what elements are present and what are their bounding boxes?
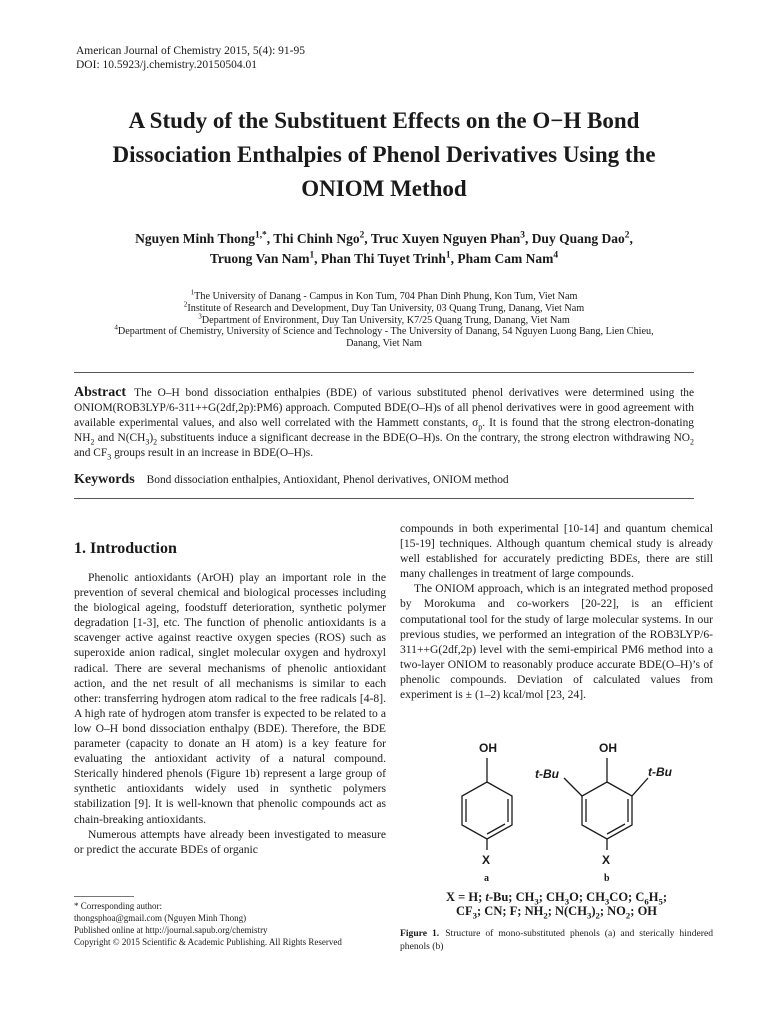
affiliation-4: $^4$Department of Chemistry, University of Science and Technology - The University of Danang, 54 Nguyen Luong Bang, Lien Chieu, xyxy=(114,324,654,338)
author-affil-sup: 1 xyxy=(309,250,315,261)
footnotes xyxy=(74,900,394,948)
author-sep: , xyxy=(524,231,532,246)
author-affil-sup: 2 xyxy=(624,230,630,241)
author-line-1 xyxy=(60,229,708,249)
author-name: Pham Cam Nam xyxy=(457,251,554,266)
figure-caption-text: Structure of mono-substituted phenols (a) and sterically hindered phenols (b) xyxy=(400,928,713,952)
structure-a-ring xyxy=(462,758,512,850)
author-name: Duy Quang Dao xyxy=(531,231,625,246)
paragraph: Phenolic antioxidants (ArOH) play an important role in the prevention of several chemical and biological processes including the biological ageing, foodstuff deterioration, synthetic polymer degradation [1-3], etc. The function of phenolic antioxidants is a scavenger active against reactive oxygen species (ROS) such as superoxide anion radical, singlet molecular oxygen and hydroxyl radical. There are several mechanisms of phenolic antioxidant action, and the net result of all mechanisms is similar to each other: transferring hydrogen atom radical to the free radicals [4-8]. A high rate of hydrogen atom transfer is expected to be related to a low O–H bond dissociation enthalpy (BDE). Therefore, the BDE parameter (capacity to donate an H atom) is a key feature for evaluating the antioxidant activity of a natural compound. Sterically hindered phenols (Figure 1b) represent a large group of synthetic antioxidants widely used in synthetic polymers stabilization [9]. It is well-known that phenolic compounds act as chain-breaking antioxidants. xyxy=(74,571,386,826)
author-affil-sup: 1 xyxy=(445,250,451,261)
author-name: Thi Chinh Ngo xyxy=(273,231,360,246)
affiliation-1: $^1$The University of Danang - Campus in Kon Tum, 704 Phan Dinh Phung, Kon Tum, Viet Nam xyxy=(190,288,578,302)
author-name: Truong Van Nam xyxy=(209,251,310,266)
copyright: Copyright © 2015 Scientific & Academic Publishing. All Rights Reserved xyxy=(74,937,342,947)
author-sep: , xyxy=(266,231,274,246)
section-heading-introduction: 1. Introduction xyxy=(74,540,177,557)
doi-line: DOI: 10.5923/j.chemistry.20150504.01 xyxy=(76,59,258,71)
figure-1-caption xyxy=(400,928,713,953)
author-list xyxy=(60,229,708,269)
keywords-text: Bond dissociation enthalpies, Antioxidant, Phenol derivatives, ONIOM method xyxy=(146,474,509,486)
abstract-top-rule xyxy=(74,372,694,373)
x-label-a: X xyxy=(482,853,491,867)
affiliation-2: $^2$Institute of Research and Development, Duy Tan University, 03 Quang Trung, Danang, Viet Nam xyxy=(183,300,585,314)
structure-a-label: a xyxy=(484,873,489,884)
title-line-3: ONIOM Method xyxy=(301,176,467,201)
paragraph: compounds in both experimental [10-14] and quantum chemical [15-19] techniques. Although quantum chemical study is already well established for accurately predicting BDEs, there are still many challenges in treatment of large compounds. xyxy=(400,522,713,581)
structure-b-ring xyxy=(564,758,648,850)
author-name: Nguyen Minh Thong xyxy=(135,231,255,246)
author-affil-sup: 1,* xyxy=(254,230,267,241)
author-affil-sup: 2 xyxy=(359,230,365,241)
paragraph: Numerous attempts have already been investigated to measure or predict the accurate BDEs of organic xyxy=(74,827,386,856)
author-name: Phan Thi Tuyet Trinh xyxy=(320,251,446,266)
journal-citation: American Journal of Chemistry 2015, 5(4): 91-95 xyxy=(76,45,305,57)
keywords xyxy=(74,472,694,488)
author-sep: , xyxy=(314,251,321,266)
figure-caption-label: Figure 1. xyxy=(400,928,440,939)
abstract-label: Abstract xyxy=(74,385,127,400)
keywords-bottom-rule xyxy=(74,498,694,499)
author-sep: , xyxy=(629,231,633,246)
tbu-label-right: t-Bu xyxy=(648,765,672,779)
journal-header xyxy=(76,44,305,72)
author-affil-sup: 4 xyxy=(553,250,559,261)
author-sep: , xyxy=(450,251,458,266)
corresponding-author-label: * Corresponding author: xyxy=(74,901,162,911)
left-column xyxy=(74,570,386,857)
tbu-bond-left xyxy=(564,778,582,796)
title-line-1: A Study of the Substituent Effects on the O−H Bond xyxy=(128,108,640,133)
footnote-rule xyxy=(74,896,134,897)
published-online: Published online at http://journal.sapub.org/chemistry xyxy=(74,925,268,935)
substituent-list xyxy=(400,890,713,921)
oh-label-b: OH xyxy=(599,741,617,755)
author-name: Truc Xuyen Nguyen Phan xyxy=(370,231,521,246)
paper-title xyxy=(60,104,708,206)
affiliations xyxy=(60,288,708,350)
tbu-label-left: t-Bu xyxy=(535,767,559,781)
title-line-2: Dissociation Enthalpies of Phenol Derivatives Using the xyxy=(112,142,656,167)
author-line-2 xyxy=(60,249,708,269)
paragraph: The ONIOM approach, which is an integrated method proposed by Morokuma and co-workers [20-22], is an efficient computational tool for the study of large molecular systems. In our previous studies, we performed an integration of the ROB3LYP/6-311++G(2df,2p) level with the semi-empirical PM6 method into a two-layer ONIOM to reasonably produce accurate BDE(O–H)’s of phenolic compounds. Deviation of calculated values from experiment is ± (1–2) kcal/mol [23, 24]. xyxy=(400,582,713,702)
corresponding-email: thongsphoa@gmail.com (Nguyen Minh Thong) xyxy=(74,913,247,923)
author-sep: , xyxy=(364,231,371,246)
figure-1-structures xyxy=(400,738,713,888)
right-column xyxy=(400,521,713,702)
abstract: Abstract The O–H bond dissociation enthalpies (BDE) of various substituted phenol derivatives were determined using the ONIOM(ROB3LYP/6-311++G(2df,2p):PM6) approach. Computed BDE(O–H)s of all phenol derivatives were in good agreement with available experimental values, and also well correlated with the Hammett constants, $\sigma_p$. It is found that the strong electron-donating $NH_2$ and $N(CH_3)_2$ substituents induce a significant decrease in the BDE(O–H)s. On the contrary, the strong electron withdrawing $NO_2$ and $CF_3$ groups result in an increase in BDE(O–H)s. xyxy=(74,385,695,462)
oh-label-a: OH xyxy=(479,741,497,755)
substituent-line-1: X = H; t-Bu; $CH_3$; $CH_3O$; $CH_3CO$; $C_6H_5$; xyxy=(445,890,668,907)
affiliation-3: $^3$Department of Environment, Duy Tan University, K7/25 Quang Trung, Danang, Viet Nam xyxy=(198,312,570,326)
author-affil-sup: 3 xyxy=(520,230,525,241)
substituent-line-2: $CF_3$; CN; F; $NH_2$; $N(CH_3)_2$; $NO_2$; OH xyxy=(455,904,658,921)
tbu-bond-right xyxy=(632,778,648,796)
structure-b-label: b xyxy=(604,873,610,884)
keywords-label: Keywords xyxy=(74,472,135,487)
x-label-b: X xyxy=(602,853,611,867)
affiliation-4-cont: Danang, Viet Nam xyxy=(346,338,422,350)
